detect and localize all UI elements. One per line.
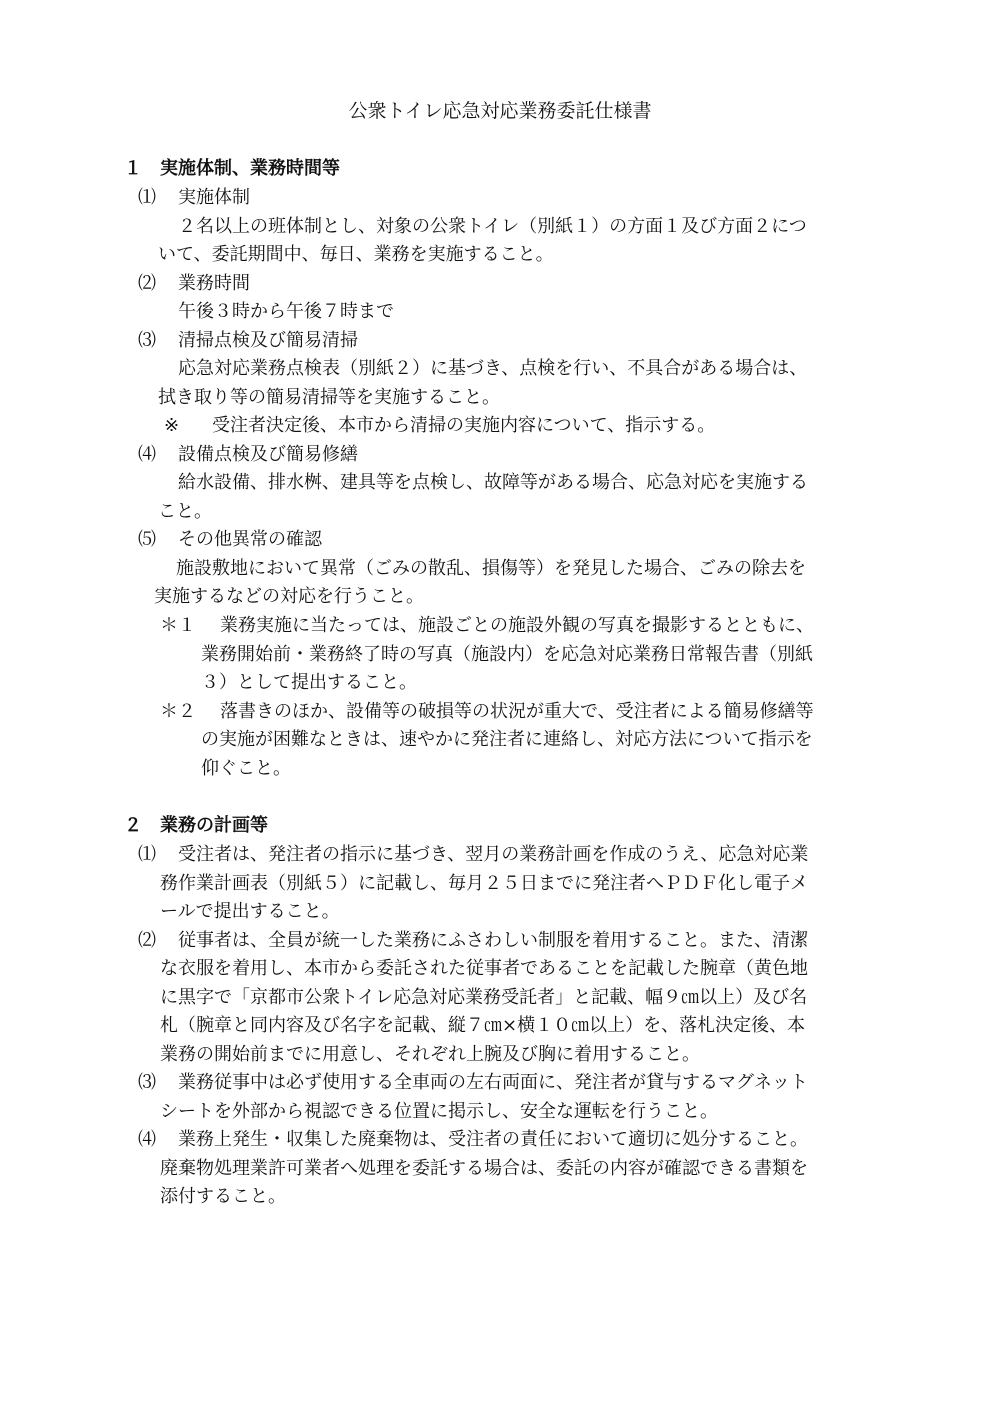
item-number: ⑷	[138, 444, 156, 465]
paragraph-line: 札（腕章と同内容及び名字を記載、縦７㎝×横１０㎝以上）を、落札決定後、本	[160, 1015, 806, 1036]
item-title: 業務時間	[178, 273, 250, 294]
paragraph-line: に黒字で「京都市公衆トイレ応急対応業務受託者」と記載、幅９㎝以上）及び名	[160, 987, 808, 1008]
paragraph-line: 業務上発生・収集した廃棄物は、受注者の責任において適切に処分すること。	[178, 1129, 808, 1150]
item-number: ⑶	[138, 1072, 156, 1093]
note-line	[160, 612, 814, 640]
paragraph-line: 業務の開始前までに用意し、それぞれ上腕及び胸に着用すること。	[160, 1044, 700, 1065]
paragraph-line: 添付すること。	[160, 1186, 286, 1207]
item-number: ⑵	[138, 273, 156, 294]
item-title: 清掃点検及び簡易清掃	[178, 330, 358, 351]
paragraph-line: 業務従事中は必ず使用する全車両の左右両面に、発注者が貸与するマグネット	[178, 1072, 808, 1093]
numbered-paragraph	[138, 1126, 808, 1154]
paragraph-line: 応急対応業務点検表（別紙２）に基づき、点検を行い、不具合がある場合は、	[178, 358, 808, 379]
note-mark: ＊２	[160, 701, 196, 722]
paragraph-line: ２名以上の班体制とし、対象の公衆トイレ（別紙１）の方面１及び方面２につ	[178, 216, 807, 237]
note-mark: ＊１	[160, 615, 196, 636]
section-title: 業務の計画等	[160, 815, 268, 836]
paragraph-line: 施設敷地において異常（ごみの散乱、損傷等）を発見した場合、ごみの除去を	[176, 558, 806, 579]
numbered-paragraph	[138, 1069, 808, 1097]
note-line: の実施が困難なときは、速やかに発注者に連絡し、対応方法について指示を	[201, 729, 813, 750]
item-number: ⑴	[138, 187, 156, 208]
paragraph-line: 廃棄物処理業許可業者へ処理を委託する場合は、委託の内容が確認できる書類を	[160, 1158, 808, 1179]
note-text: 落書きのほか、設備等の破損等の状況が重大で、受注者による簡易修繕等	[220, 701, 814, 722]
note-line: 仰ぐこと。	[201, 758, 291, 779]
note-text: 受注者決定後、本市から清掃の実施内容について、指示する。	[212, 415, 716, 436]
paragraph-line: な衣服を着用し、本市から委託された従事者であることを記載した腕章（黄色地	[160, 958, 808, 979]
note-text: 業務実施に当たっては、施設ごとの施設外観の写真を撮影するとともに、	[220, 615, 814, 636]
item-number: ⑸	[138, 529, 156, 550]
numbered-paragraph	[138, 841, 808, 869]
note-line: ３）として提出すること。	[201, 672, 417, 693]
paragraph-line: 午後３時から午後７時まで	[178, 301, 394, 322]
paragraph-line: 従事者は、全員が統一した業務にふさわしい制服を着用すること。また、清潔	[178, 930, 808, 951]
item-heading	[138, 441, 358, 469]
paragraph-line: シートを外部から視認できる位置に掲示し、安全な運転を行うこと。	[160, 1101, 718, 1122]
paragraph-line: 務作業計画表（別紙５）に記載し、毎月２５日までに発注者へＰＤＦ化し電子メ	[160, 873, 808, 894]
section-number: ２	[124, 815, 142, 836]
item-number: ⑴	[138, 844, 156, 865]
numbered-paragraph	[138, 927, 808, 955]
item-heading	[138, 526, 322, 554]
document-title: 公衆トイレ応急対応業務委託仕様書	[348, 100, 652, 122]
note-line: 業務開始前・業務終了時の写真（施設内）を応急対応業務日常報告書（別紙	[201, 644, 813, 665]
paragraph-line: こと。	[158, 501, 212, 522]
item-title: 設備点検及び簡易修繕	[178, 444, 358, 465]
item-title: 実施体制	[178, 187, 250, 208]
item-number: ⑷	[138, 1129, 156, 1150]
item-number: ⑵	[138, 930, 156, 951]
item-heading	[138, 270, 250, 298]
note-line	[160, 698, 814, 726]
section-title: 実施体制、業務時間等	[160, 158, 340, 179]
item-number: ⑶	[138, 330, 156, 351]
paragraph-line: 受注者は、発注者の指示に基づき、翌月の業務計画を作成のうえ、応急対応業	[178, 844, 809, 865]
item-title: その他異常の確認	[178, 529, 322, 550]
note-mark: ※	[164, 415, 180, 436]
section-number: １	[124, 158, 142, 179]
paragraph-line: いて、委託期間中、毎日、業務を実施すること。	[158, 244, 554, 265]
note-line	[164, 412, 715, 440]
item-heading	[138, 327, 358, 355]
section-1-heading	[124, 155, 340, 183]
paragraph-line: ールで提出すること。	[160, 901, 340, 922]
section-2-heading	[124, 812, 268, 840]
item-heading	[138, 184, 250, 212]
paragraph-line: 拭き取り等の簡易清掃等を実施すること。	[158, 387, 500, 408]
paragraph-line: 給水設備、排水桝、建具等を点検し、故障等がある場合、応急対応を実施する	[178, 472, 808, 493]
paragraph-line: 実施するなどの対応を行うこと。	[154, 586, 424, 607]
